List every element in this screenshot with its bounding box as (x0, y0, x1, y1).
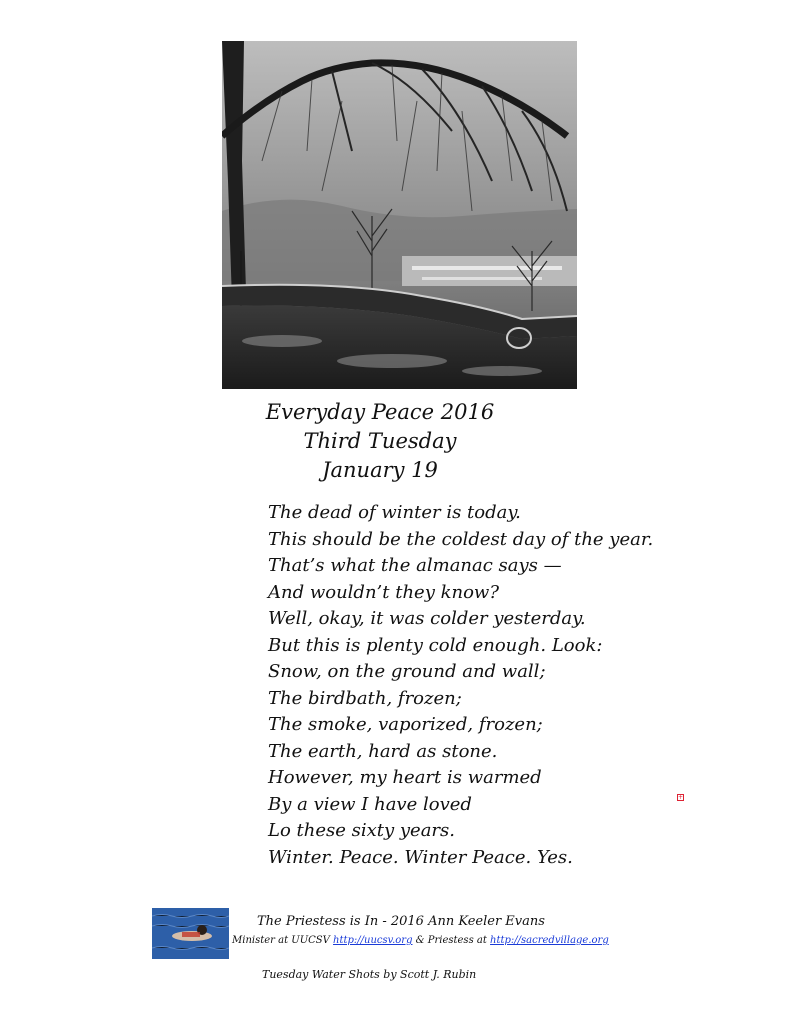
photo-credit: Tuesday Water Shots by Scott J. Rubin (262, 968, 477, 981)
poem-line: That’s what the almanac says — (268, 555, 562, 576)
priestess-label: & Priestess at (412, 935, 491, 946)
poem-line: Well, okay, it was colder yesterday. (268, 608, 586, 629)
poem (268, 500, 653, 871)
winter-landscape-photo (222, 41, 577, 389)
title-block (240, 398, 520, 485)
uucsv-link[interactable]: http://uucsv.org (333, 935, 413, 946)
document-title: Everyday Peace 2016 (265, 400, 495, 424)
poem-line: The smoke, vaporized, frozen; (268, 714, 543, 735)
poem-line: By a view I have loved (268, 793, 472, 815)
poem-line: This should be the coldest day of the year. (268, 528, 654, 550)
poem-line: However, my heart is warmed (268, 767, 542, 788)
footer-affiliations (232, 935, 609, 946)
poem-line: Lo these sixty years. (268, 820, 455, 841)
poem-line: Winter. Peace. Winter Peace. Yes. (268, 846, 573, 868)
poem-line: But this is plenty cold enough. Look: (268, 634, 603, 656)
poem-line: The birdbath, frozen; (268, 687, 462, 709)
document-date: January 19 (322, 458, 438, 482)
poem-line: The dead of winter is today. (268, 502, 521, 523)
sacredvillage-link[interactable]: http://sacredvillage.org (490, 935, 609, 946)
small-marker-icon: + (678, 794, 684, 801)
poem-line: The earth, hard as stone. (268, 740, 498, 762)
minister-label: Minister at UUCSV (232, 935, 334, 946)
footer-title: The Priestess is In - 2016 Ann Keeler Evans (257, 914, 545, 929)
water-shot-photo (152, 908, 229, 959)
poem-line: Snow, on the ground and wall; (268, 661, 546, 682)
document-subtitle: Third Tuesday (303, 429, 457, 453)
poem-line: And wouldn’t they know? (268, 581, 499, 603)
